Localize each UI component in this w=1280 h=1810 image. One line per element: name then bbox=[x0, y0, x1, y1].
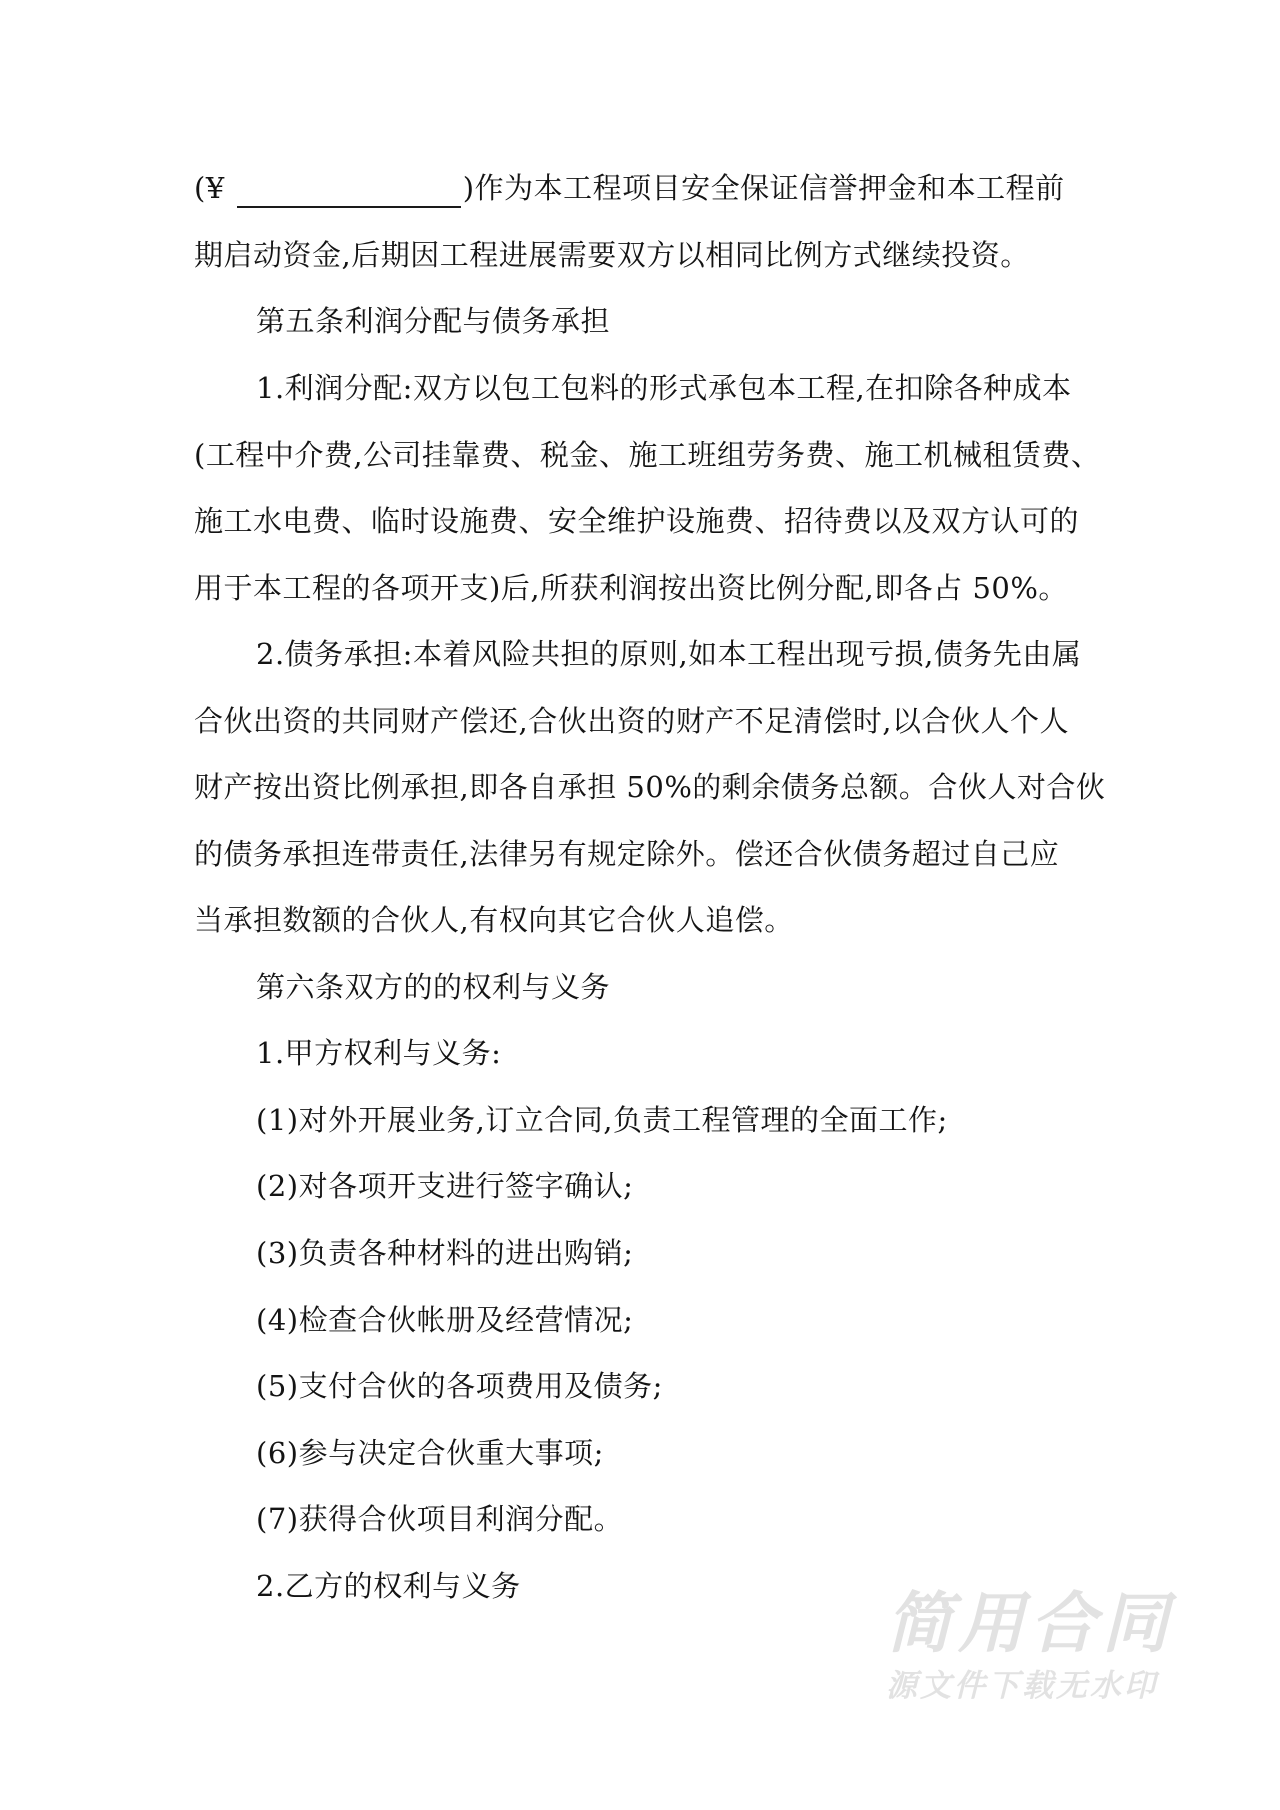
watermark bbox=[886, 1585, 1186, 1706]
paragraph-line: 当承担数额的合伙人,有权向其它合伙人追偿。 bbox=[194, 903, 794, 937]
paragraph-line: (工程中介费,公司挂靠费、税金、施工班组劳务费、施工机械租赁费、 bbox=[194, 438, 1101, 472]
section-heading-article-5: 第五条利润分配与债务承担 bbox=[256, 304, 611, 338]
paragraph-line: 合伙出资的共同财产偿还,合伙出资的财产不足清偿时,以合伙人个人 bbox=[194, 704, 1069, 738]
list-item: (7)获得合伙项目利润分配。 bbox=[256, 1502, 624, 1536]
list-item: (2)对各项开支进行签字确认; bbox=[256, 1169, 634, 1203]
currency-prefix: (¥ bbox=[194, 171, 225, 205]
paragraph-line: 施工水电费、临时设施费、安全维护设施费、招待费以及双方认可的 bbox=[194, 504, 1080, 538]
list-item: (3)负责各种材料的进出购销; bbox=[256, 1236, 634, 1270]
paragraph-line-deposit bbox=[194, 168, 1094, 208]
clause-debt-bearing: 2.债务承担:本着风险共担的原则,如本工程出现亏损,债务先由属 bbox=[256, 637, 1082, 671]
list-item: (1)对外开展业务,订立合同,负责工程管理的全面工作; bbox=[256, 1103, 948, 1137]
clause-profit-distribution: 1.利润分配:双方以包工包料的形式承包本工程,在扣除各种成本 bbox=[256, 371, 1072, 405]
watermark-title: 简用合同 bbox=[886, 1585, 1174, 1662]
paragraph-line: 的债务承担连带责任,法律另有规定除外。偿还合伙债务超过自己应 bbox=[194, 837, 1060, 871]
list-item: (4)检查合伙帐册及经营情况; bbox=[256, 1303, 634, 1337]
watermark-subtitle: 源文件下载无水印 bbox=[886, 1668, 1158, 1704]
paragraph-line: 期启动资金,后期因工程进展需要双方以相同比例方式继续投资。 bbox=[194, 238, 1030, 272]
list-item: (6)参与决定合伙重大事项; bbox=[256, 1436, 604, 1470]
paragraph-line: 用于本工程的各项开支)后,所获利润按出资比例分配,即各占 50%。 bbox=[194, 571, 1068, 605]
line-text: )作为本工程项目安全保证信誉押金和本工程前 bbox=[462, 171, 1065, 205]
list-item: (5)支付合伙的各项费用及债务; bbox=[256, 1369, 663, 1403]
amount-blank-field bbox=[237, 176, 461, 208]
clause-party-b-rights: 2.乙方的权利与义务 bbox=[256, 1569, 521, 1603]
paragraph-line: 财产按出资比例承担,即各自承担 50%的剩余债务总额。合伙人对合伙 bbox=[194, 770, 1106, 804]
section-heading-article-6: 第六条双方的的权利与义务 bbox=[256, 970, 611, 1004]
clause-party-a-rights: 1.甲方权利与义务: bbox=[256, 1036, 502, 1070]
